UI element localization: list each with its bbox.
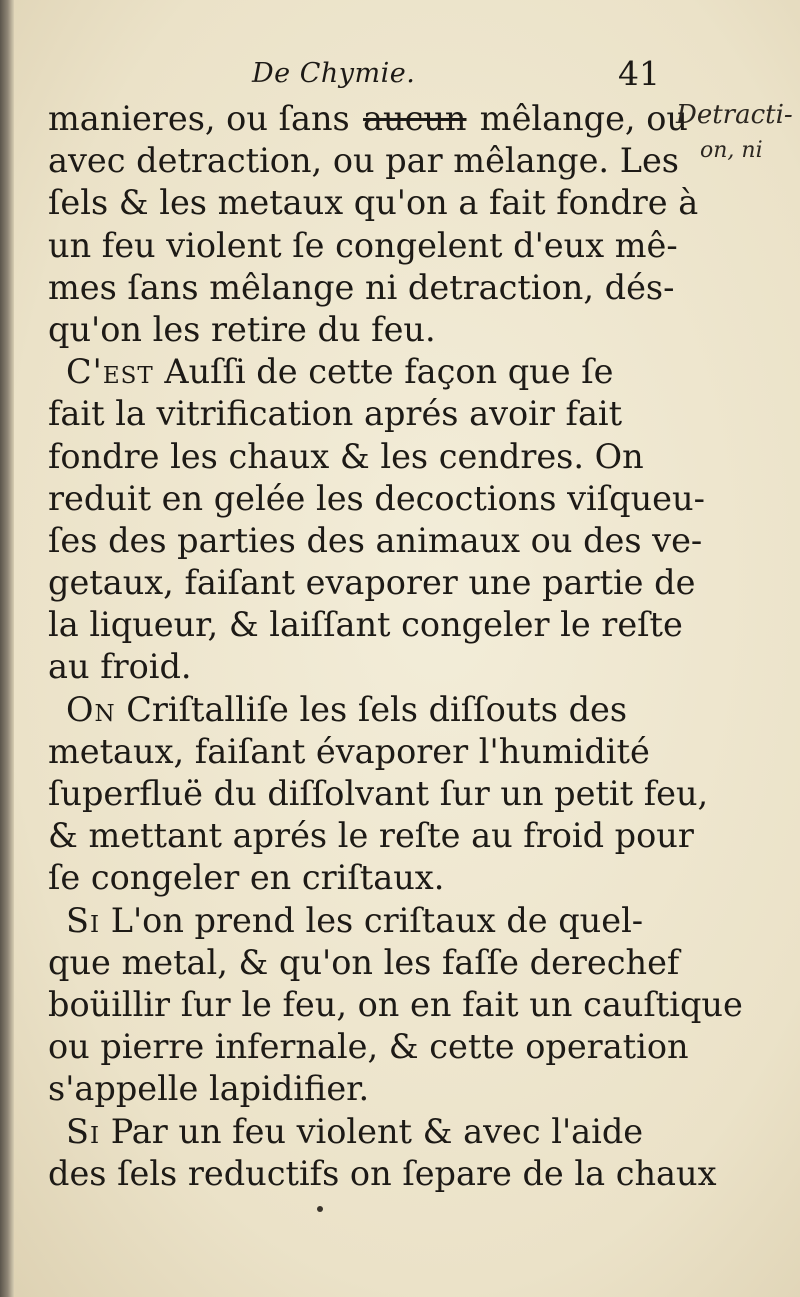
line-text: & mettant aprés le reſte au froid pour [48, 816, 694, 856]
text-line [48, 815, 694, 857]
line-text: metaux, faiſant évaporer l'humidité [48, 731, 650, 771]
text-line [48, 773, 709, 815]
line-text: ſuperfluë du diſſolvant ſur un petit feu, [48, 774, 709, 813]
text-line [48, 942, 688, 984]
line-text: Par un feu violent & avec l'aide [100, 1111, 644, 1151]
text-line [48, 1153, 717, 1195]
line-text: au froid. [48, 647, 192, 687]
line-text: Criſtalliſe les ſels diſſouts des [115, 689, 628, 729]
text-line [48, 225, 688, 267]
line-text: un feu violent ſe congelent d'eux mê- [48, 225, 678, 265]
line-text: mêlange, ou [469, 99, 688, 138]
line-text: que metal, & qu'on les faſſe derechef [48, 942, 680, 982]
text-line [48, 604, 688, 646]
text-line [48, 478, 705, 520]
line-text: la liqueur, & laiſſant congeler le reſte [48, 605, 683, 645]
paragraph-start-line [48, 351, 688, 393]
lead-word: Si [66, 1111, 101, 1151]
handwritten-marginal-note: Detracti- [676, 100, 793, 130]
lead-word: On [66, 689, 116, 729]
line-text: manieres, ou ſans [48, 99, 361, 138]
line-text: ou pierre infernale, & cette operation [48, 1027, 689, 1067]
running-head: De Chymie. [252, 58, 416, 89]
binding-gutter [0, 0, 14, 1297]
line-text: des ſels reductifs on ſepare de la chaux [48, 1153, 717, 1193]
lead-word: C'est [66, 352, 154, 392]
text-line [48, 393, 688, 435]
text-line [48, 436, 688, 478]
ink-dot [317, 1206, 323, 1212]
text-line [48, 984, 743, 1026]
line-text: Auſſi de cette façon que ſe [153, 352, 614, 392]
text-line [48, 98, 688, 140]
line-text: L'on prend les criſtaux de quel- [100, 900, 644, 940]
text-line [48, 520, 703, 562]
line-text: boüillir ſur le feu, on en fait un cauſtique [48, 984, 743, 1024]
text-line [48, 267, 688, 309]
line-text: reduit en gelée les decoctions viſqueu- [48, 478, 705, 518]
text-line [48, 182, 699, 224]
line-text: qu'on les retire du feu. [48, 309, 436, 349]
text-line [48, 646, 688, 688]
lead-word: Si [66, 900, 101, 940]
line-text: ſels & les metaux qu'on a fait fondre à [48, 183, 699, 223]
line-text: ſe congeler en criſtaux. [48, 858, 445, 898]
text-line [48, 857, 688, 899]
line-text: getaux, faiſant evaporer une partie de [48, 563, 696, 603]
text-line [48, 1068, 688, 1110]
line-text: fait la vitrification aprés avoir fait [48, 394, 623, 434]
text-line [48, 140, 688, 182]
line-text: s'appelle lapidifier. [48, 1069, 370, 1109]
text-line [48, 731, 688, 773]
text-line [48, 309, 688, 351]
text-line [48, 1026, 688, 1068]
handwritten-marginal-note: on, ni [700, 138, 763, 163]
line-text: fondre les chaux & les cendres. On [48, 436, 644, 476]
line-text: mes ſans mêlange ni detraction, dés- [48, 267, 675, 307]
line-text: avec detraction, ou par mêlange. Les [48, 141, 679, 181]
paragraph-start-line [48, 689, 688, 731]
line-text: ſes des parties des animaux ou des ve- [48, 520, 703, 560]
page-number: 41 [618, 54, 660, 93]
paragraph-start-line [48, 1111, 688, 1153]
struck-word: aucun [363, 99, 467, 138]
paragraph-start-line [48, 900, 688, 942]
text-line [48, 562, 696, 604]
